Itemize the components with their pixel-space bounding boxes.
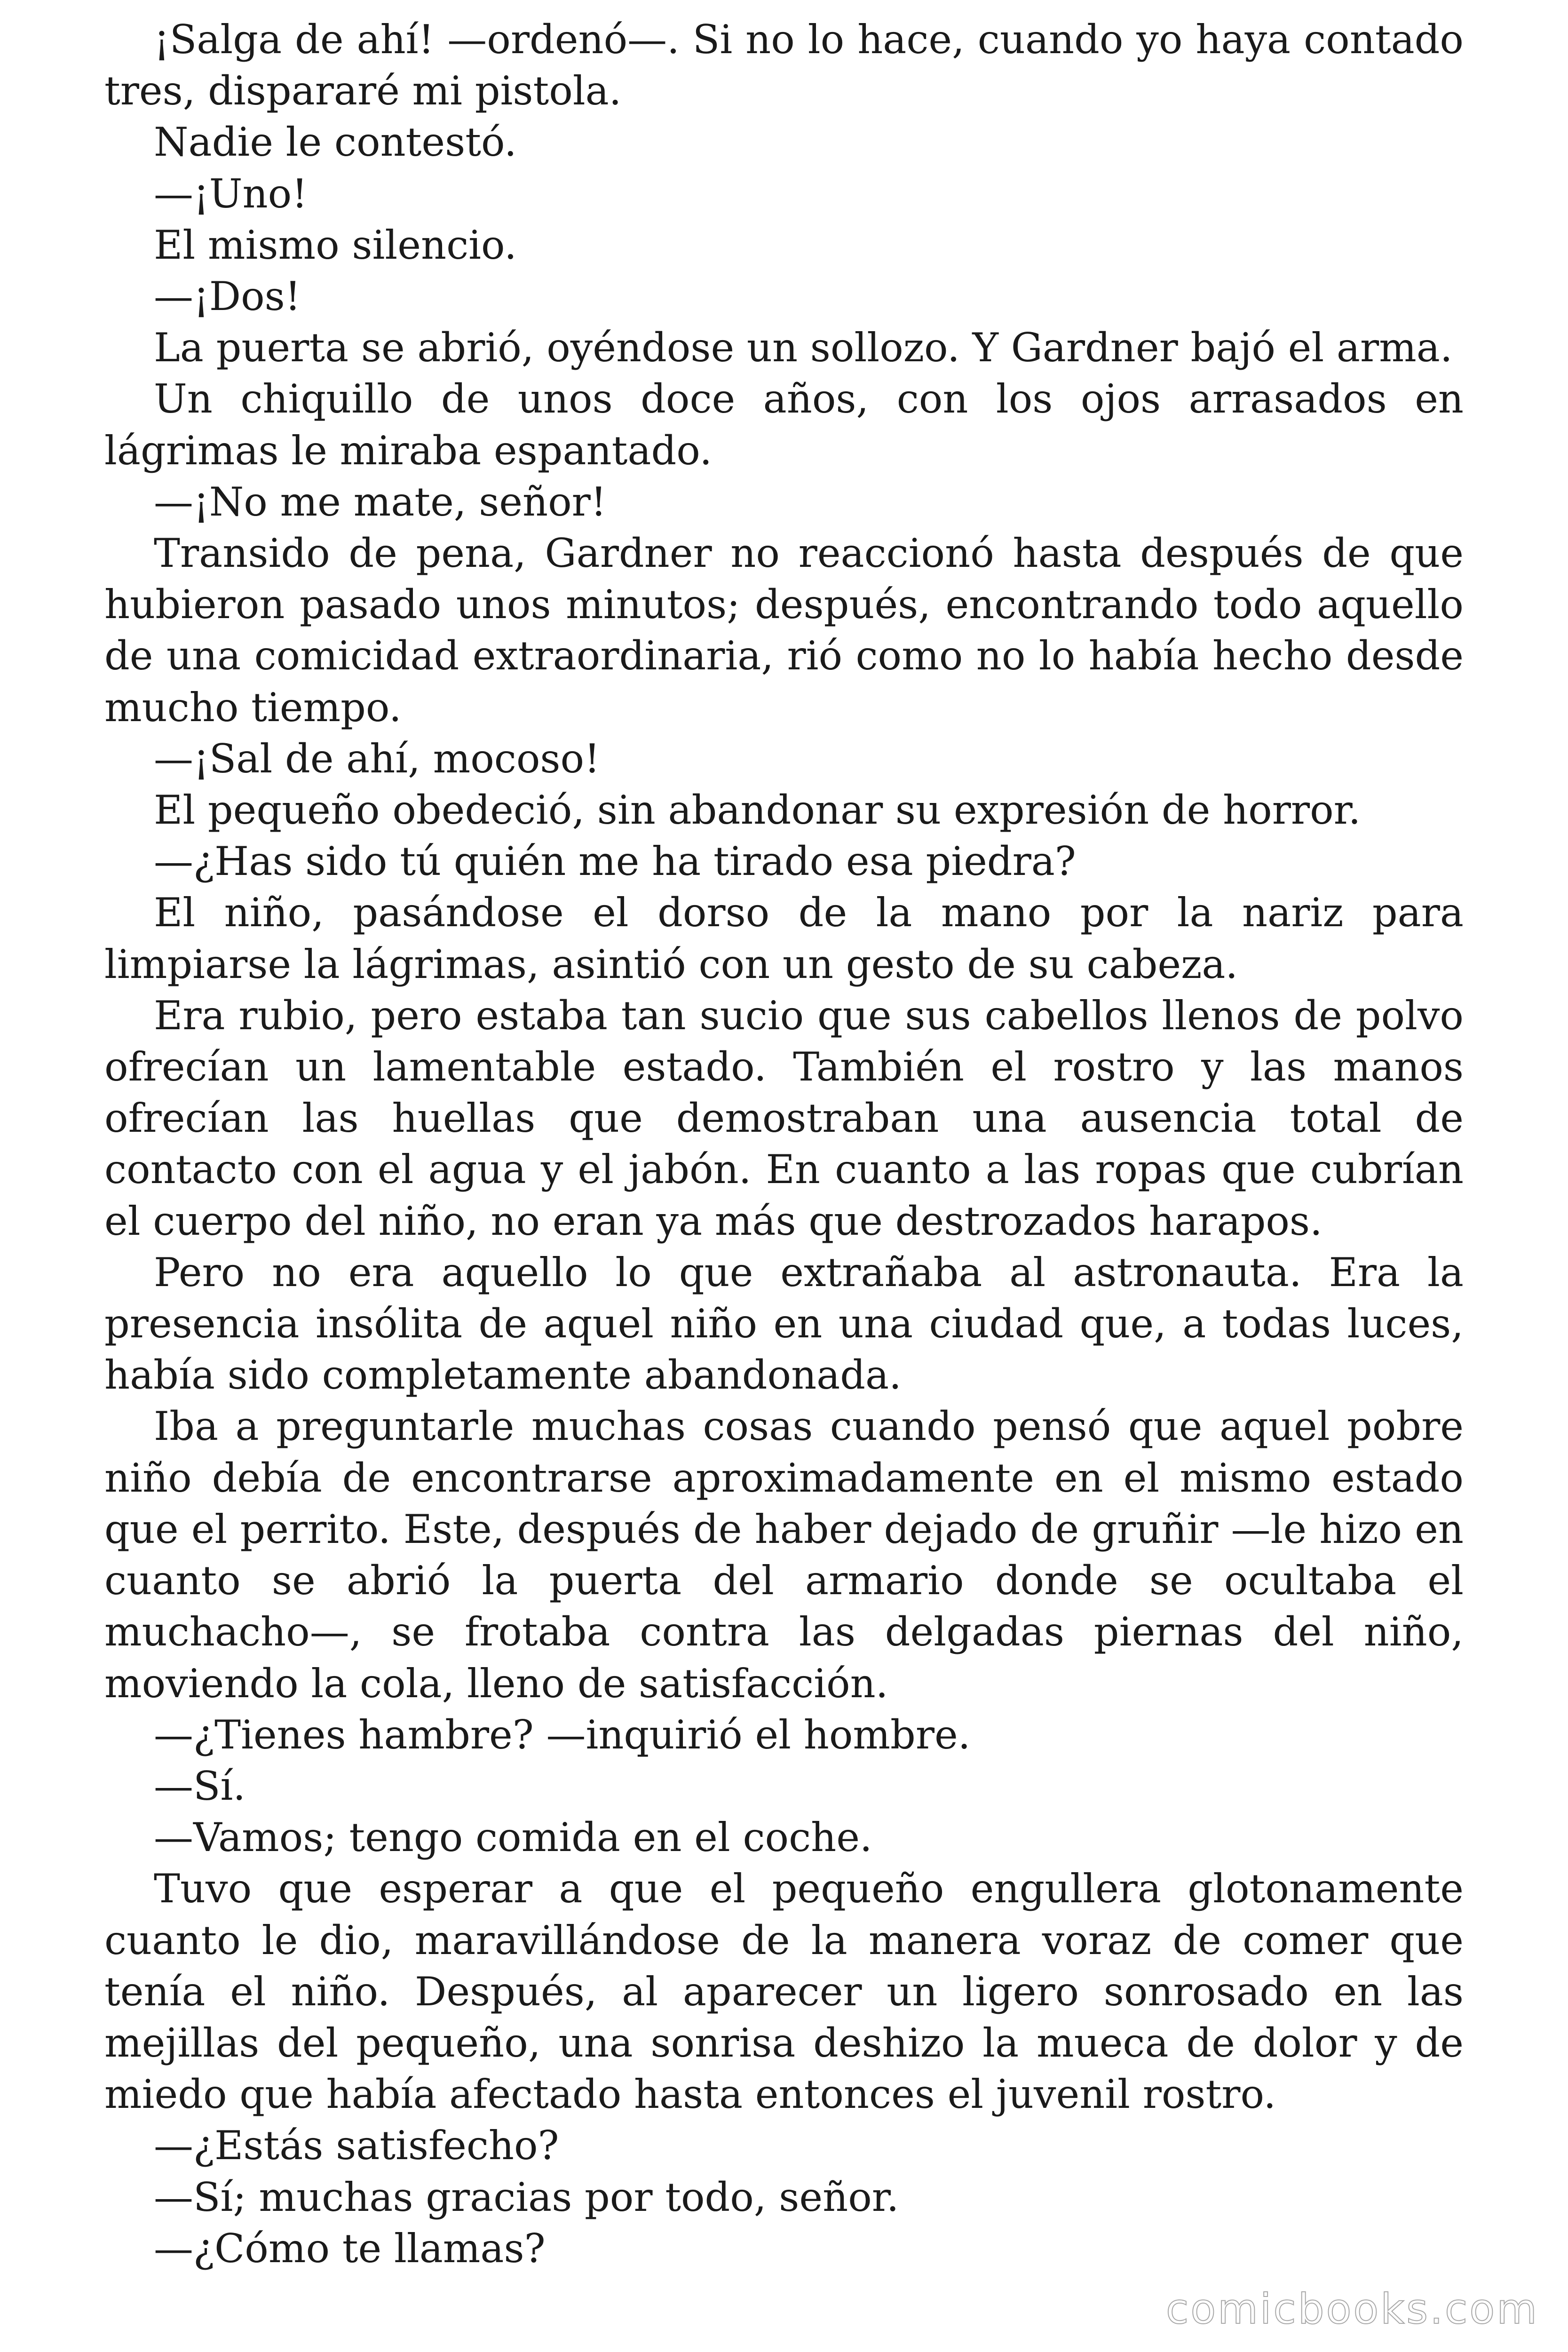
paragraph: El pequeño obedeció, sin abandonar su expresión de horror. <box>154 787 1361 834</box>
paragraph: —¡Uno! <box>154 170 308 217</box>
paragraph: —Vamos; tengo comida en el coche. <box>154 1814 872 1861</box>
paragraph: Tuvo que esperar a que el pequeño engullera glotonamente cuanto le dio, maravillándose de la manera voraz de comer que tenía el niño. Después, al aparecer un ligero sonrosado en las mejillas del pequeño, una sonrisa deshizo la mueca de dolor y de miedo que había afectado hasta entonces el juvenil rostro. <box>104 1866 1464 2118</box>
paragraph: Transido de pena, Gardner no reaccionó hasta después de que hubieron pasado unos minutos; después, encontrando todo aquello de una comicidad extraordinaria, rió como no lo había hecho desde mucho tiempo. <box>104 530 1464 731</box>
paragraph: —¡Sal de ahí, mocoso! <box>154 735 600 782</box>
paragraph: Iba a preguntarle muchas cosas cuando pensó que aquel pobre niño debía de encontrarse aproximadamente en el mismo estado que el perrito. Este, después de haber dejado de gruñir —le hizo en cuanto se abrió la puerta del armario donde se ocultaba el muchacho—, se frotaba contra las delgadas piernas del niño, moviendo la cola, lleno de satisfacción. <box>104 1403 1464 1707</box>
paragraph: —Sí. <box>154 1763 246 1809</box>
paragraph: Un chiquillo de unos doce años, con los ojos arrasados en lágrimas le miraba espantado. <box>104 376 1464 474</box>
paragraph: —Sí; muchas gracias por todo, señor. <box>154 2174 899 2220</box>
paragraph: —¿Estás satisfecho? <box>154 2122 559 2169</box>
paragraph: —¿Cómo te llamas? <box>154 2225 546 2272</box>
paragraph: La puerta se abrió, oyéndose un sollozo. Y Gardner bajó el arma. <box>154 325 1453 371</box>
paragraph: El mismo silencio. <box>154 222 517 268</box>
body-text <box>104 14 1464 2274</box>
paragraph: Era rubio, pero estaba tan sucio que sus cabellos llenos de polvo ofrecían un lamentable estado. También el rostro y las manos ofrecían las huellas que demostraban una ausencia total de contacto con el agua y el jabón. En cuanto a las ropas que cubrían el cuerpo del niño, no eran ya más que destrozados harapos. <box>104 992 1464 1244</box>
paragraph: ¡Salga de ahí! —ordenó—. Si no lo hace, cuando yo haya contado tres, dispararé mi pistola. <box>104 16 1464 114</box>
paragraph: —¡No me mate, señor! <box>154 478 607 525</box>
paragraph: Pero no era aquello lo que extrañaba al astronauta. Era la presencia insólita de aquel niño en una ciudad que, a todas luces, había sido completamente abandonada. <box>104 1249 1464 1398</box>
paragraph: —¿Tienes hambre? —inquirió el hombre. <box>154 1711 971 1758</box>
paragraph: —¡Dos! <box>154 273 301 320</box>
paragraph: —¿Has sido tú quién me ha tirado esa piedra? <box>154 838 1076 885</box>
watermark: comicbooks.com <box>1165 2285 1539 2333</box>
paragraph: Nadie le contestó. <box>154 119 517 166</box>
paragraph: El niño, pasándose el dorso de la mano por la nariz para limpiarse la lágrimas, asintió con un gesto de su cabeza. <box>104 890 1464 987</box>
